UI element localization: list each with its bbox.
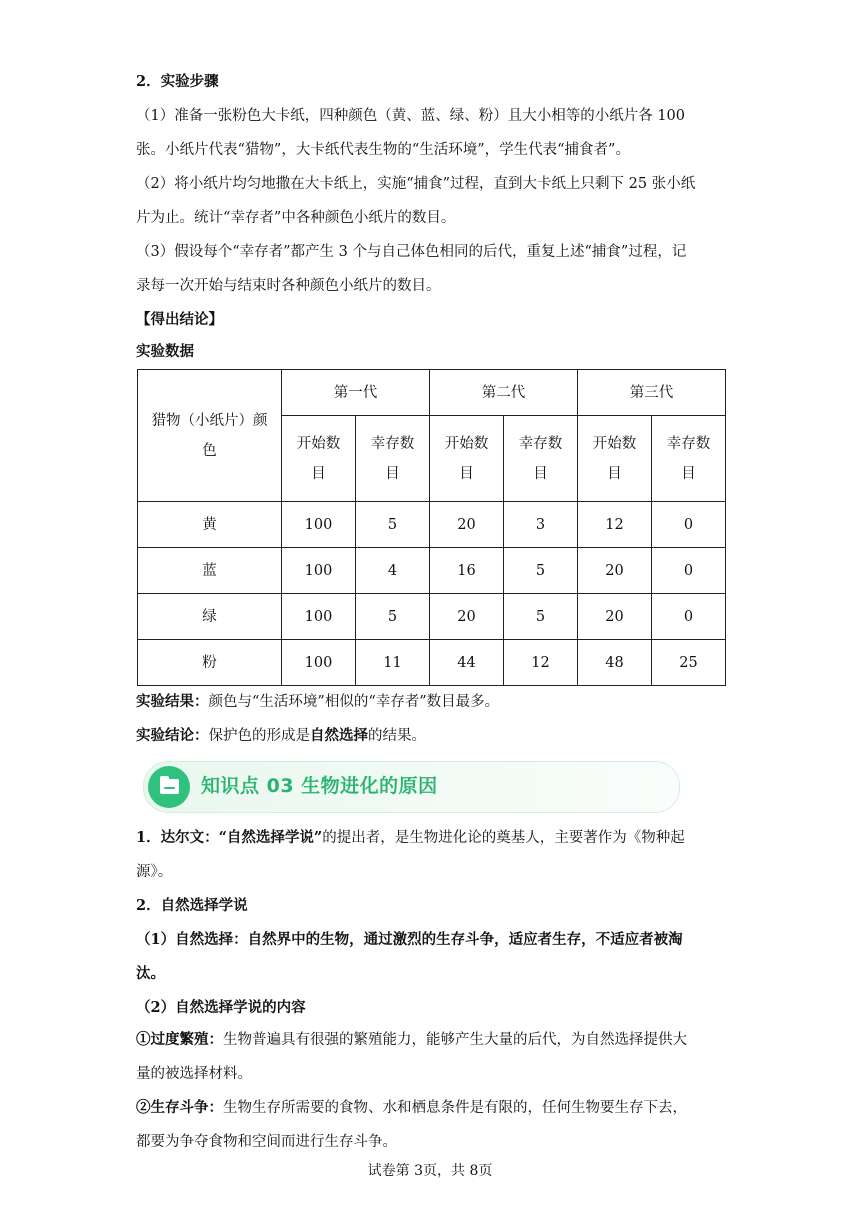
value-cell: 48: [578, 640, 652, 686]
banner-title: 知识点 03 生物进化的原因: [201, 775, 438, 797]
value-cell: 12: [578, 502, 652, 548]
natural-selection-line1: （1）自然选择：自然界中的生物，通过激烈的生存斗争，适应者生存，不适应者被淘: [136, 931, 683, 948]
result-label: 实验结果：: [136, 693, 209, 710]
value-cell: 100: [282, 548, 356, 594]
struggle-line1: [136, 1098, 687, 1118]
value-cell: 100: [282, 640, 356, 686]
section-heading-steps: 2．实验步骤: [136, 73, 219, 90]
row-header-line2: 色: [202, 442, 217, 459]
subheader-survive: 幸存数 目: [504, 416, 578, 502]
row-header-cell: [138, 370, 282, 502]
struggle-text: 生物生存所需要的食物、水和栖息条件是有限的，任何生物要生存下去，: [223, 1100, 687, 1116]
conclusion-heading: 【得出结论】: [136, 311, 223, 328]
value-cell: 25: [652, 640, 726, 686]
color-cell: 蓝: [138, 548, 282, 594]
color-cell: 粉: [138, 640, 282, 686]
value-cell: 20: [578, 594, 652, 640]
overproduction-label: ①过度繁殖：: [136, 1031, 223, 1048]
value-cell: 3: [504, 502, 578, 548]
step1-line2: 张。小纸片代表“猎物”，大卡纸代表生物的“生活环境”，学生代表“捕食者”。: [136, 142, 630, 158]
table-row: [138, 548, 726, 594]
value-cell: 20: [430, 594, 504, 640]
overproduction-text: 生物普遍具有很强的繁殖能力，能够产生大量的后代，为自然选择提供大: [223, 1032, 687, 1048]
step3-line2: 录每一次开始与结束时各种颜色小纸片的数目。: [136, 278, 441, 294]
color-cell: 黄: [138, 502, 282, 548]
value-cell: 12: [504, 640, 578, 686]
page-footer: 试卷第 3页，共 8页: [367, 1163, 493, 1179]
folder-icon-bar: [164, 787, 175, 789]
value-cell: 5: [504, 548, 578, 594]
value-cell: 4: [356, 548, 430, 594]
overproduction-line2: 量的被选择材料。: [136, 1066, 252, 1082]
result-text: 颜色与“生活环境”相似的“幸存者”数目最多。: [208, 694, 500, 710]
value-cell: 20: [578, 548, 652, 594]
darwin-bold: “自然选择学说”: [218, 829, 323, 846]
value-cell: 100: [282, 594, 356, 640]
value-cell: 5: [356, 594, 430, 640]
row-header-line1: 猎物（小纸片）颜: [151, 412, 268, 429]
experiment-conclusion: [136, 726, 426, 746]
struggle-label: ②生存斗争：: [136, 1099, 223, 1116]
conclusion-text-post: 的结果。: [368, 728, 426, 744]
data-heading: 实验数据: [136, 343, 194, 360]
darwin-label: 1．达尔文：: [136, 829, 219, 846]
value-cell: 0: [652, 502, 726, 548]
struggle-line2: 都要为争夺食物和空间而进行生存斗争。: [136, 1134, 397, 1150]
experiment-result: [136, 692, 499, 712]
step1-line1: （1）准备一张粉色大卡纸，四种颜色（黄、蓝、绿、粉）且大小相等的小纸片各 100: [136, 108, 686, 124]
generation-header: 第一代: [282, 370, 430, 416]
subheader-start: 开始数 目: [578, 416, 652, 502]
conclusion-text-bold: 自然选择: [310, 727, 368, 744]
subheader-survive: 幸存数 目: [356, 416, 430, 502]
content-heading: （2）自然选择学说的内容: [136, 999, 306, 1016]
value-cell: 11: [356, 640, 430, 686]
generation-header: 第三代: [578, 370, 726, 416]
darwin-line2: 源》。: [136, 864, 173, 880]
table-header-row: [138, 370, 726, 416]
theory-heading: 2．自然选择学说: [136, 897, 248, 914]
conclusion-text-pre: 保护色的形成是: [208, 728, 310, 744]
value-cell: 100: [282, 502, 356, 548]
value-cell: 0: [652, 594, 726, 640]
darwin-line1: [136, 828, 685, 848]
step3-line1: （3）假设每个“幸存者”都产生 3 个与自己体色相同的后代，重复上述“捕食”过程，记: [136, 244, 687, 260]
subheader-start: 开始数 目: [430, 416, 504, 502]
value-cell: 5: [356, 502, 430, 548]
darwin-text: 的提出者，是生物进化论的奠基人，主要著作为《物种起: [322, 830, 685, 846]
color-cell: 绿: [138, 594, 282, 640]
value-cell: 20: [430, 502, 504, 548]
overproduction-line1: [136, 1030, 687, 1050]
value-cell: 16: [430, 548, 504, 594]
step2-line2: 片为止。统计“幸存者”中各种颜色小纸片的数目。: [136, 210, 456, 226]
value-cell: 5: [504, 594, 578, 640]
subheader-survive: 幸存数 目: [652, 416, 726, 502]
table-row: [138, 594, 726, 640]
value-cell: 0: [652, 548, 726, 594]
experiment-data-table: [137, 369, 726, 686]
value-cell: 44: [430, 640, 504, 686]
conclusion-label: 实验结论：: [136, 727, 209, 744]
subheader-start: 开始数 目: [282, 416, 356, 502]
table-row: [138, 640, 726, 686]
generation-header: 第二代: [430, 370, 578, 416]
natural-selection-line2: 汰。: [136, 965, 165, 982]
table-row: [138, 502, 726, 548]
step2-line1: （2）将小纸片均匀地撒在大卡纸上，实施“捕食”过程，直到大卡纸上只剩下 25 张小纸: [136, 176, 696, 192]
